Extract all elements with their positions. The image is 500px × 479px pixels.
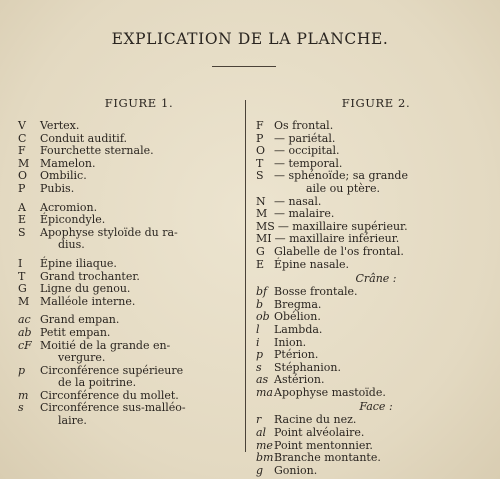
legend-entry bbox=[256, 452, 496, 465]
legend-key: as bbox=[256, 373, 269, 387]
legend-text: Os frontal. bbox=[274, 119, 334, 132]
legend-key: bm bbox=[256, 451, 274, 465]
legend-key: M bbox=[256, 207, 268, 221]
legend-key: E bbox=[256, 257, 265, 271]
legend-text: Fourchette sternale. bbox=[40, 144, 154, 158]
legend-key: S bbox=[18, 225, 26, 239]
legend-text: Circonférence sus-malléo- bbox=[40, 401, 186, 415]
legend-text: Bosse frontale. bbox=[274, 285, 358, 299]
legend-text: — occipital. bbox=[274, 144, 340, 158]
legend-entry bbox=[18, 327, 240, 340]
legend-text: — maxillaire supérieur. bbox=[277, 219, 408, 233]
legend-key: V bbox=[18, 119, 26, 132]
legend-key: P bbox=[18, 181, 26, 195]
legend-key: p bbox=[256, 348, 264, 362]
legend-text: — nasal. bbox=[274, 194, 322, 208]
legend-key: al bbox=[256, 426, 267, 440]
legend-entry bbox=[256, 286, 496, 299]
legend-key: MI bbox=[256, 232, 272, 246]
legend-text: Vertex. bbox=[40, 119, 80, 132]
legend-key: ma bbox=[256, 385, 273, 399]
legend-key: bf bbox=[256, 285, 268, 299]
legend-text: Acromion. bbox=[40, 200, 98, 214]
legend-key: G bbox=[18, 282, 27, 296]
legend-key: s bbox=[18, 401, 24, 415]
legend-entry bbox=[256, 427, 496, 440]
legend-key: ob bbox=[256, 310, 270, 324]
legend-text: Pubis. bbox=[40, 181, 75, 195]
legend-text: Conduit auditif. bbox=[40, 131, 128, 145]
legend-text: Obélion. bbox=[274, 310, 321, 324]
legend-key: M bbox=[18, 156, 30, 170]
legend-key: O bbox=[256, 144, 266, 158]
legend-key: M bbox=[18, 294, 30, 308]
legend-key: s bbox=[256, 360, 262, 374]
legend-text: Circonférence du mollet. bbox=[40, 388, 179, 402]
legend-continuation: laire. bbox=[58, 414, 87, 428]
legend-entry bbox=[18, 227, 240, 240]
legend-key: S bbox=[256, 169, 264, 183]
legend-text: Mamelon. bbox=[40, 156, 96, 170]
legend-key: me bbox=[256, 438, 273, 452]
legend-key: T bbox=[18, 269, 26, 283]
legend-text: — pariétal. bbox=[274, 131, 336, 145]
legend-continuation: dius. bbox=[58, 238, 85, 252]
legend-key: F bbox=[18, 144, 26, 158]
legend-entry bbox=[18, 258, 240, 271]
legend-entry bbox=[256, 465, 496, 478]
legend-entry bbox=[256, 120, 496, 133]
legend-key: N bbox=[256, 194, 266, 208]
legend-text: — maxillaire inférieur. bbox=[274, 232, 400, 246]
legend-entry bbox=[256, 387, 496, 400]
legend-text: Ptérion. bbox=[274, 348, 319, 362]
legend-text: Épicondyle. bbox=[40, 213, 106, 227]
legend-text: Glabelle de l'os frontal. bbox=[274, 244, 404, 258]
figure-1-heading: FIGURE 1. bbox=[104, 96, 174, 110]
legend-text: Bregma. bbox=[274, 297, 322, 311]
legend-entry bbox=[256, 374, 496, 387]
title-rule bbox=[212, 66, 276, 67]
legend-text: Racine du nez. bbox=[274, 413, 357, 427]
legend-text: Gonion. bbox=[274, 463, 318, 477]
legend-text: — temporal. bbox=[274, 156, 343, 170]
legend-entry bbox=[18, 340, 240, 353]
legend-text: Apophyse mastoïde. bbox=[274, 385, 386, 399]
figure-2-heading: FIGURE 2. bbox=[341, 96, 411, 110]
legend-key: g bbox=[256, 463, 264, 477]
legend-key: p bbox=[18, 363, 26, 377]
legend-text: Lambda. bbox=[274, 322, 323, 336]
legend-key: A bbox=[18, 200, 26, 214]
legend-entry bbox=[18, 145, 240, 158]
legend-text: Grand trochanter. bbox=[40, 269, 140, 283]
legend-key: O bbox=[18, 169, 28, 183]
legend-key: MS bbox=[256, 219, 275, 233]
legend-entry bbox=[18, 402, 240, 415]
legend-entry bbox=[256, 349, 496, 362]
legend-key: P bbox=[256, 131, 264, 145]
legend-text: Épine nasale. bbox=[274, 257, 350, 271]
legend-text: Malléole interne. bbox=[40, 294, 136, 308]
legend-text: Grand empan. bbox=[40, 313, 120, 327]
crane-subheading: Crâne : bbox=[355, 272, 397, 286]
legend-entry bbox=[18, 120, 240, 133]
legend-text: Épine iliaque. bbox=[40, 256, 117, 270]
legend-continuation: aile ou ptère. bbox=[306, 181, 381, 195]
legend-key: ab bbox=[18, 325, 32, 339]
legend-text: Apophyse styloïde du ra- bbox=[40, 225, 178, 239]
legend-entry bbox=[18, 214, 240, 227]
legend-key: E bbox=[18, 213, 27, 227]
face-subheading: Face : bbox=[359, 400, 393, 414]
page-title: EXPLICATION DE LA PLANCHE. bbox=[111, 30, 389, 48]
legend-key: I bbox=[18, 256, 23, 270]
legend-text: Petit empan. bbox=[40, 325, 111, 339]
legend-text: Astérion. bbox=[274, 373, 325, 387]
legend-text: Ombilic. bbox=[40, 169, 87, 183]
legend-key: b bbox=[256, 297, 264, 311]
legend-text: Point alvéolaire. bbox=[274, 426, 365, 440]
legend-text: Inion. bbox=[274, 335, 307, 349]
legend-entry bbox=[256, 208, 496, 221]
legend-key: G bbox=[256, 244, 265, 258]
legend-key: cF bbox=[18, 338, 32, 352]
legend-continuation: de la poitrine. bbox=[58, 376, 137, 390]
legend-text: — sphénoïde; sa grande bbox=[274, 169, 408, 183]
legend-text: Moitié de la grande en- bbox=[40, 338, 171, 352]
legend-text: Circonférence supérieure bbox=[40, 363, 184, 377]
legend-entry bbox=[256, 324, 496, 337]
legend-entry bbox=[18, 296, 240, 309]
legend-key: C bbox=[18, 131, 27, 145]
legend-text: — malaire. bbox=[274, 207, 335, 221]
legend-text: Ligne du genou. bbox=[40, 282, 131, 296]
legend-key: l bbox=[256, 322, 260, 336]
legend-text: Stéphanion. bbox=[274, 360, 341, 374]
legend-key: r bbox=[256, 413, 262, 427]
legend-key: ac bbox=[18, 313, 31, 327]
legend-key: m bbox=[18, 388, 29, 402]
legend-key: F bbox=[256, 119, 264, 132]
legend-entry bbox=[256, 246, 496, 259]
legend-entry bbox=[18, 183, 240, 196]
legend-key: i bbox=[256, 335, 260, 349]
legend-continuation: vergure. bbox=[58, 351, 106, 365]
column-divider bbox=[245, 100, 246, 452]
legend-text: Point mentonnier. bbox=[274, 438, 373, 452]
legend-key: T bbox=[256, 156, 264, 170]
figure-1-column bbox=[18, 96, 240, 428]
legend-entry bbox=[18, 283, 240, 296]
legend-entry bbox=[256, 145, 496, 158]
legend-text: Branche montante. bbox=[274, 451, 381, 465]
figure-2-column bbox=[256, 96, 496, 477]
legend-entry bbox=[256, 259, 496, 272]
